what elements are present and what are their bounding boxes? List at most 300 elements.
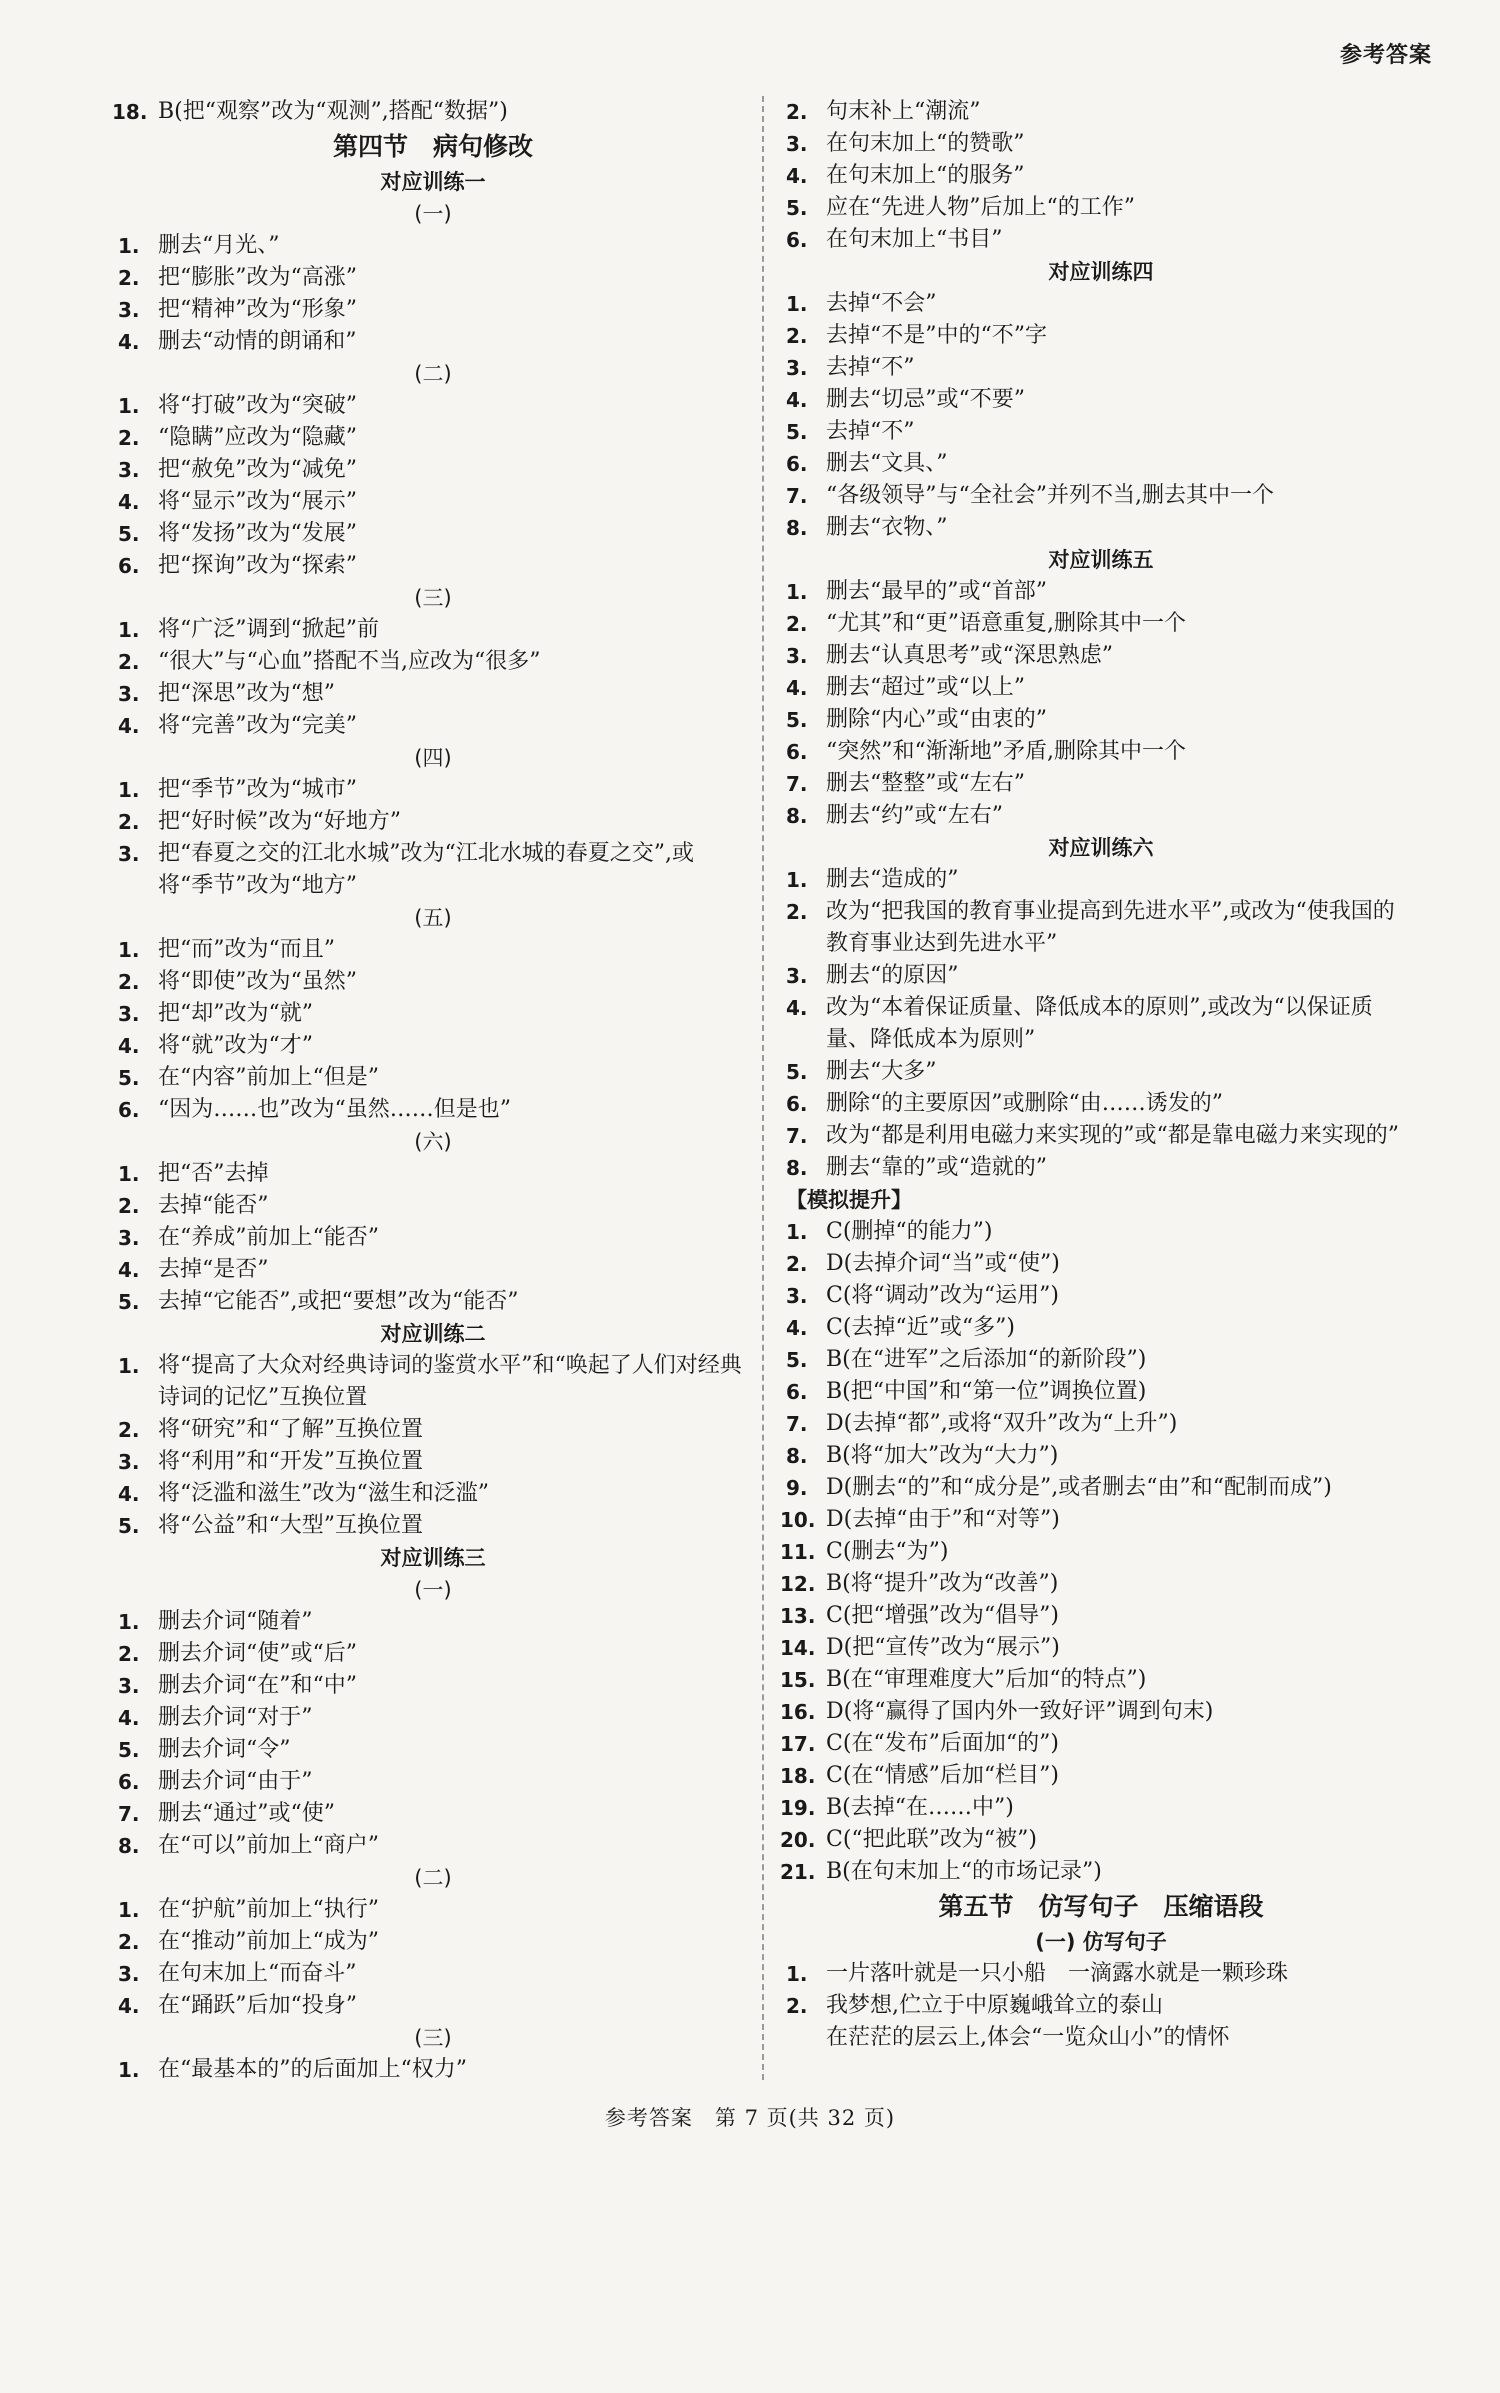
item-number: 1. xyxy=(118,778,140,802)
answer-item xyxy=(118,1734,748,1766)
item-number: 3. xyxy=(118,1450,140,1474)
item-number: 13. xyxy=(780,1604,816,1628)
item-text: 在“养成”前加上“能否” xyxy=(158,1225,379,1250)
item-number: 3. xyxy=(118,1226,140,1250)
item-text: 去掉“不” xyxy=(826,355,915,380)
item-text: 改为“把我国的教育事业提高到先进水平”,或改为“使我国的教育事业达到先进水平” xyxy=(826,899,1395,956)
answer-item xyxy=(112,96,748,128)
item-number: 1. xyxy=(786,1962,808,1986)
item-number: 6. xyxy=(786,740,808,764)
left-column xyxy=(112,96,748,2086)
answer-item xyxy=(786,512,1416,544)
sub-heading: (一) xyxy=(414,202,452,226)
item-text: 在“踊跃”后加“投身” xyxy=(158,1993,357,2018)
item-text: 把“而”改为“而且” xyxy=(158,937,335,962)
answer-item xyxy=(118,1350,748,1414)
item-text: 去掉“不” xyxy=(826,419,915,444)
sub-heading: (四) xyxy=(414,746,452,770)
answer-item xyxy=(786,480,1416,512)
item-text: 句末补上“潮流” xyxy=(826,99,981,124)
item-text: 删去介词“令” xyxy=(158,1737,291,1762)
item-number: 14. xyxy=(780,1636,816,1660)
answer-item xyxy=(118,1094,748,1126)
item-text: D(去掉“都”,或将“双升”改为“上升”) xyxy=(826,1411,1178,1436)
answer-item xyxy=(118,262,748,294)
answer-item xyxy=(786,1408,1416,1440)
answer-item xyxy=(786,352,1416,384)
answer-item xyxy=(118,390,748,422)
item-text: 改为“都是利用电磁力来实现的”或“都是靠电磁力来实现的” xyxy=(826,1123,1399,1148)
item-text: 删去介词“对于” xyxy=(158,1705,313,1730)
answer-item xyxy=(786,2022,1416,2054)
answer-item xyxy=(118,710,748,742)
item-number: 12. xyxy=(780,1572,816,1596)
item-number: 7. xyxy=(786,1124,808,1148)
item-number: 1. xyxy=(118,618,140,642)
item-text: 将“利用”和“开发”互换位置 xyxy=(158,1449,423,1474)
item-text: 在句末加上“的赞歌” xyxy=(826,131,1025,156)
item-number: 6. xyxy=(118,554,140,578)
item-number: 2. xyxy=(118,650,140,674)
section-heading: 对应训练三 xyxy=(380,1546,486,1570)
item-text: B(在“进军”之后添加“的新阶段”) xyxy=(826,1347,1147,1372)
answer-item xyxy=(780,1504,1416,1536)
item-number: 4. xyxy=(118,330,140,354)
item-text: 将“打破”改为“突破” xyxy=(158,393,357,418)
answer-item xyxy=(118,646,748,678)
item-number: 5. xyxy=(786,420,808,444)
answer-item xyxy=(786,320,1416,352)
section-heading: (一) 仿写句子 xyxy=(1035,1930,1167,1954)
item-text: 将“广泛”调到“掀起”前 xyxy=(158,617,379,642)
answer-item xyxy=(118,966,748,998)
item-number: 8. xyxy=(786,804,808,828)
item-text: 删去“月光、” xyxy=(158,233,280,258)
item-number: 7. xyxy=(786,772,808,796)
answer-item xyxy=(780,1728,1416,1760)
item-number: 3. xyxy=(786,356,808,380)
item-text: 把“季节”改为“城市” xyxy=(158,777,357,802)
item-text: 在句末加上“的服务” xyxy=(826,163,1025,188)
item-number: 2. xyxy=(786,1252,808,1276)
item-number: 3. xyxy=(118,842,140,866)
item-text: 把“却”改为“就” xyxy=(158,1001,313,1026)
answer-item xyxy=(786,160,1416,192)
answer-item xyxy=(786,1216,1416,1248)
item-number: 4. xyxy=(786,388,808,412)
item-number: 1. xyxy=(118,1610,140,1634)
item-text: 应在“先进人物”后加上“的工作” xyxy=(826,195,1135,220)
section-heading: 对应训练一 xyxy=(380,170,486,194)
item-number: 5. xyxy=(118,522,140,546)
item-number: 1. xyxy=(786,580,808,604)
answer-item xyxy=(786,1120,1416,1152)
item-number: 18. xyxy=(780,1764,816,1788)
sub-heading: (二) xyxy=(414,362,452,386)
item-number: 1. xyxy=(786,868,808,892)
answer-item xyxy=(118,806,748,838)
answer-item xyxy=(118,422,748,454)
item-number: 3. xyxy=(118,1962,140,1986)
item-text: 删去“最早的”或“首部” xyxy=(826,579,1047,604)
answer-item xyxy=(118,1510,748,1542)
sub-heading: (一) xyxy=(414,1578,452,1602)
item-text: 我梦想,伫立于中原巍峨耸立的泰山 xyxy=(826,1993,1163,2018)
item-number: 5. xyxy=(786,1060,808,1084)
item-text: 去掉“是否” xyxy=(158,1257,269,1282)
answer-item xyxy=(118,454,748,486)
item-text: 把“好时候”改为“好地方” xyxy=(158,809,401,834)
item-number: 3. xyxy=(118,1002,140,1026)
item-text: 把“精神”改为“形象” xyxy=(158,297,357,322)
item-text: 在“推动”前加上“成为” xyxy=(158,1929,379,1954)
answer-item xyxy=(118,614,748,646)
section-heading: 对应训练二 xyxy=(380,1322,486,1346)
item-number: 19. xyxy=(780,1796,816,1820)
answer-item xyxy=(118,774,748,806)
item-number: 3. xyxy=(786,644,808,668)
answer-item xyxy=(786,1152,1416,1184)
answer-item xyxy=(786,1088,1416,1120)
item-text: 把“春夏之交的江北水城”改为“江北水城的春夏之交”,或将“季节”改为“地方” xyxy=(158,841,694,898)
answer-item xyxy=(118,1190,748,1222)
item-text: D(将“赢得了国内外一致好评”调到句末) xyxy=(826,1699,1214,1724)
answer-item xyxy=(118,230,748,262)
answer-item xyxy=(786,1472,1416,1504)
item-text: “隐瞒”应改为“隐藏” xyxy=(158,425,357,450)
item-number: 18. xyxy=(112,100,148,124)
item-number: 1. xyxy=(118,1898,140,1922)
item-text: 在“内容”前加上“但是” xyxy=(158,1065,379,1090)
item-number: 11. xyxy=(780,1540,816,1564)
answer-item xyxy=(118,678,748,710)
item-text: 将“泛滥和滋生”改为“滋生和泛滥” xyxy=(158,1481,489,1506)
item-number: 2. xyxy=(786,1994,808,2018)
item-number: 5. xyxy=(118,1738,140,1762)
item-text: “突然”和“渐渐地”矛盾,删除其中一个 xyxy=(826,739,1186,764)
item-text: “尤其”和“更”语意重复,删除其中一个 xyxy=(826,611,1186,636)
item-text: 删除“的主要原因”或删除“由……诱发的” xyxy=(826,1091,1223,1116)
answer-item xyxy=(118,2054,748,2086)
item-text: B(将“加大”改为“大力”) xyxy=(826,1443,1059,1468)
answer-item xyxy=(118,550,748,582)
section-heading: 对应训练五 xyxy=(1048,548,1154,572)
sub-heading: (五) xyxy=(414,906,452,930)
page-footer: 参考答案 第 7 页(共 32 页) xyxy=(604,2106,896,2130)
item-text: 将“显示”改为“展示” xyxy=(158,489,357,514)
item-text: “各级领导”与“全社会”并列不当,删去其中一个 xyxy=(826,483,1274,508)
item-number: 8. xyxy=(786,516,808,540)
answer-item xyxy=(118,1446,748,1478)
item-number: 4. xyxy=(786,1316,808,1340)
sub-heading: (六) xyxy=(414,1130,452,1154)
item-number: 17. xyxy=(780,1732,816,1756)
item-text: C(“把此联”改为“被”) xyxy=(826,1827,1037,1852)
item-text: 将“公益”和“大型”互换位置 xyxy=(158,1513,423,1538)
answer-item xyxy=(786,448,1416,480)
answer-item xyxy=(780,1664,1416,1696)
answer-item xyxy=(786,192,1416,224)
item-number: 3. xyxy=(786,1284,808,1308)
item-text: C(去掉“近”或“多”) xyxy=(826,1315,1015,1340)
item-number: 2. xyxy=(786,900,808,924)
item-text: 改为“本着保证质量、降低成本的原则”,或改为“以保证质量、降低成本为原则” xyxy=(826,995,1373,1052)
item-text: C(把“增强”改为“倡导”) xyxy=(826,1603,1059,1628)
item-text: 删去“大多” xyxy=(826,1059,937,1084)
item-number: 2. xyxy=(118,1194,140,1218)
item-number: 9. xyxy=(786,1476,808,1500)
answer-item xyxy=(786,992,1416,1056)
section-heading: 对应训练六 xyxy=(1048,836,1154,860)
item-number: 7. xyxy=(118,1802,140,1826)
answer-item xyxy=(780,1824,1416,1856)
item-number: 4. xyxy=(786,164,808,188)
answer-item xyxy=(118,838,748,902)
answer-item xyxy=(118,1414,748,1446)
item-text: 删去“文具、” xyxy=(826,451,948,476)
answer-item xyxy=(786,1344,1416,1376)
answer-item xyxy=(118,1766,748,1798)
item-number: 3. xyxy=(786,132,808,156)
item-text: 删去“造成的” xyxy=(826,867,959,892)
item-text: 在句末加上“书目” xyxy=(826,227,1003,252)
item-text: 删去“约”或“左右” xyxy=(826,803,1003,828)
item-number: 1. xyxy=(118,394,140,418)
item-text: D(把“宣传”改为“展示”) xyxy=(826,1635,1060,1660)
answer-item xyxy=(118,1254,748,1286)
item-number: 5. xyxy=(786,708,808,732)
answer-item xyxy=(786,1248,1416,1280)
item-text: B(把“观察”改为“观测”,搭配“数据”) xyxy=(158,99,508,124)
item-text: 在“最基本的”的后面加上“权力” xyxy=(158,2057,467,2082)
item-text: B(把“中国”和“第一位”调换位置) xyxy=(826,1379,1147,1404)
item-text: C(在“发布”后面加“的”) xyxy=(826,1731,1059,1756)
item-text: 将“即使”改为“虽然” xyxy=(158,969,357,994)
answer-item xyxy=(786,224,1416,256)
item-number: 4. xyxy=(118,1706,140,1730)
answer-item xyxy=(118,1798,748,1830)
item-text: 将“发扬”改为“发展” xyxy=(158,521,357,546)
item-text: 在茫茫的层云上,体会“一览众山小”的情怀 xyxy=(826,2025,1230,2050)
item-text: C(删去“为”) xyxy=(826,1539,949,1564)
item-text: 把“否”去掉 xyxy=(158,1161,269,1186)
item-number: 6. xyxy=(118,1098,140,1122)
answer-item xyxy=(118,518,748,550)
item-text: 去掉“不是”中的“不”字 xyxy=(826,323,1047,348)
item-number: 2. xyxy=(786,324,808,348)
answer-item xyxy=(118,1606,748,1638)
chapter-title: 第四节 病句修改 xyxy=(332,132,533,161)
item-number: 2. xyxy=(786,612,808,636)
item-number: 2. xyxy=(118,426,140,450)
item-text: “很大”与“心血”搭配不当,应改为“很多” xyxy=(158,649,541,674)
item-text: 在“可以”前加上“商户” xyxy=(158,1833,379,1858)
answer-item xyxy=(780,1792,1416,1824)
item-number: 7. xyxy=(786,1412,808,1436)
answer-item xyxy=(780,1536,1416,1568)
answer-item xyxy=(118,1830,748,1862)
item-number: 3. xyxy=(118,682,140,706)
answer-item xyxy=(786,608,1416,640)
answer-item xyxy=(786,1958,1416,1990)
item-number: 4. xyxy=(118,1034,140,1058)
chapter-title: 第五节 仿写句子 压缩语段 xyxy=(938,1892,1264,1921)
item-number: 3. xyxy=(118,458,140,482)
sub-heading: (三) xyxy=(414,586,452,610)
answer-item xyxy=(786,640,1416,672)
answer-item xyxy=(118,1990,748,2022)
item-number: 1. xyxy=(786,292,808,316)
item-text: C(删掉“的能力”) xyxy=(826,1219,993,1244)
item-number: 5. xyxy=(786,1348,808,1372)
item-number: 15. xyxy=(780,1668,816,1692)
item-text: 删去“靠的”或“造就的” xyxy=(826,1155,1047,1180)
item-text: 删去“衣物、” xyxy=(826,515,948,540)
item-text: 删去“动情的朗诵和” xyxy=(158,329,357,354)
item-number: 4. xyxy=(118,714,140,738)
answer-item xyxy=(118,1478,748,1510)
item-number: 4. xyxy=(786,996,808,1020)
answer-item xyxy=(118,1286,748,1318)
answer-item xyxy=(786,800,1416,832)
item-text: 删去“的原因” xyxy=(826,963,959,988)
item-number: 1. xyxy=(118,1162,140,1186)
answer-item xyxy=(786,768,1416,800)
item-text: B(去掉“在……中”) xyxy=(826,1795,1014,1820)
item-number: 4. xyxy=(118,490,140,514)
item-text: 在“护航”前加上“执行” xyxy=(158,1897,379,1922)
item-text: D(去掉“由于”和“对等”) xyxy=(826,1507,1060,1532)
answer-item xyxy=(786,1312,1416,1344)
item-number: 1. xyxy=(118,2058,140,2082)
item-number: 1. xyxy=(118,234,140,258)
answer-item xyxy=(786,576,1416,608)
item-text: B(将“提升”改为“改善”) xyxy=(826,1571,1059,1596)
right-column xyxy=(780,96,1416,2054)
answer-item xyxy=(786,736,1416,768)
item-number: 2. xyxy=(118,1418,140,1442)
item-number: 3. xyxy=(118,298,140,322)
item-number: 5. xyxy=(118,1290,140,1314)
item-number: 2. xyxy=(118,970,140,994)
answer-item xyxy=(786,704,1416,736)
item-number: 4. xyxy=(118,1258,140,1282)
item-number: 1. xyxy=(118,1354,140,1378)
answer-item xyxy=(118,1894,748,1926)
item-number: 16. xyxy=(780,1700,816,1724)
item-text: 把“膨胀”改为“高涨” xyxy=(158,265,357,290)
answer-item xyxy=(786,1990,1416,2022)
answer-item xyxy=(780,1696,1416,1728)
item-text: 删去“通过”或“使” xyxy=(158,1801,335,1826)
item-text: 去掉“它能否”,或把“要想”改为“能否” xyxy=(158,1289,519,1314)
sub-heading: (三) xyxy=(414,2026,452,2050)
item-text: 删去“切忌”或“不要” xyxy=(826,387,1025,412)
item-number: 21. xyxy=(780,1860,816,1884)
item-text: D(去掉介词“当”或“使”) xyxy=(826,1251,1060,1276)
answer-item xyxy=(786,128,1416,160)
item-text: 把“赦免”改为“减免” xyxy=(158,457,357,482)
answer-item xyxy=(118,1926,748,1958)
item-number: 8. xyxy=(786,1444,808,1468)
answer-item xyxy=(786,672,1416,704)
item-text: 删除“内心”或“由衷的” xyxy=(826,707,1047,732)
item-number: 4. xyxy=(118,1482,140,1506)
item-number: 2. xyxy=(118,1930,140,1954)
item-text: 把“探询”改为“探索” xyxy=(158,553,357,578)
item-number: 20. xyxy=(780,1828,816,1852)
answer-item xyxy=(118,1670,748,1702)
answer-item xyxy=(780,1856,1416,1888)
answer-item xyxy=(780,1568,1416,1600)
answer-item xyxy=(786,1376,1416,1408)
item-text: 将“完善”改为“完美” xyxy=(158,713,357,738)
item-text: 删去介词“由于” xyxy=(158,1769,313,1794)
item-text: 将“研究”和“了解”互换位置 xyxy=(158,1417,423,1442)
answer-item xyxy=(786,896,1416,960)
sub-heading: (二) xyxy=(414,1866,452,1890)
answer-item xyxy=(786,1280,1416,1312)
item-text: 去掉“不会” xyxy=(826,291,937,316)
answer-item xyxy=(118,1222,748,1254)
corner-section-tag: 参考答案 xyxy=(1339,43,1432,68)
item-number: 2. xyxy=(786,100,808,124)
answer-item xyxy=(786,864,1416,896)
item-text: 一片落叶就是一只小船 一滴露水就是一颗珍珠 xyxy=(826,1961,1289,1986)
item-number: 8. xyxy=(118,1834,140,1858)
answer-item xyxy=(118,486,748,518)
answer-item xyxy=(786,1440,1416,1472)
item-text: 删去“认真思考”或“深思熟虑” xyxy=(826,643,1113,668)
item-number: 5. xyxy=(118,1066,140,1090)
answer-item xyxy=(118,326,748,358)
section-heading: 对应训练四 xyxy=(1048,260,1154,284)
item-text: C(将“调动”改为“运用”) xyxy=(826,1283,1059,1308)
item-number: 10. xyxy=(780,1508,816,1532)
item-number: 6. xyxy=(786,1380,808,1404)
item-number: 5. xyxy=(118,1514,140,1538)
item-text: 删去介词“随着” xyxy=(158,1609,313,1634)
item-text: 删去介词“使”或“后” xyxy=(158,1641,357,1666)
answer-item xyxy=(118,1702,748,1734)
item-text: C(在“情感”后加“栏目”) xyxy=(826,1763,1059,1788)
item-number: 4. xyxy=(786,676,808,700)
item-text: B(在句末加上“的市场记录”) xyxy=(826,1859,1102,1884)
item-number: 6. xyxy=(786,1092,808,1116)
item-number: 5. xyxy=(786,196,808,220)
item-text: B(在“审理难度大”后加“的特点”) xyxy=(826,1667,1147,1692)
answer-item xyxy=(118,1062,748,1094)
item-text: 删去介词“在”和“中” xyxy=(158,1673,357,1698)
answer-item xyxy=(786,960,1416,992)
item-number: 3. xyxy=(118,1674,140,1698)
answer-item xyxy=(118,1158,748,1190)
answer-item xyxy=(118,1030,748,1062)
item-text: 将“提高了大众对经典诗词的鉴赏水平”和“唤起了人们对经典诗词的记忆”互换位置 xyxy=(158,1353,742,1410)
answer-item xyxy=(118,1638,748,1670)
item-number: 1. xyxy=(118,938,140,962)
item-text: 把“深思”改为“想” xyxy=(158,681,335,706)
answer-item xyxy=(780,1760,1416,1792)
block-label: 【模拟提升】 xyxy=(786,1188,912,1212)
answer-item xyxy=(118,998,748,1030)
answer-item xyxy=(118,1958,748,1990)
item-number: 8. xyxy=(786,1156,808,1180)
item-number: 4. xyxy=(118,1994,140,2018)
item-text: 去掉“能否” xyxy=(158,1193,269,1218)
item-number: 2. xyxy=(118,266,140,290)
item-number: 6. xyxy=(118,1770,140,1794)
